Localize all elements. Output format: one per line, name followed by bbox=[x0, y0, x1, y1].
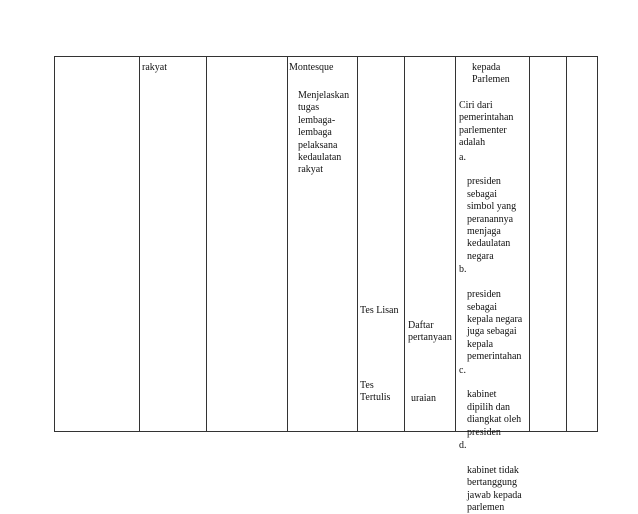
item-label: a. bbox=[459, 151, 466, 163]
list-item bbox=[459, 365, 531, 439]
cell-uraian: uraian bbox=[411, 393, 436, 404]
item-label: c. bbox=[459, 364, 466, 376]
list-item bbox=[459, 440, 531, 514]
item-text: kabinet dipilih dan diangkat oleh presiden bbox=[467, 389, 522, 438]
item-label: b. bbox=[459, 264, 467, 276]
cell-kepada-parlemen: kepada Parlemen bbox=[472, 62, 510, 86]
column-divider bbox=[287, 57, 288, 431]
ciri-list bbox=[459, 100, 531, 514]
column-divider bbox=[206, 57, 207, 431]
list-item bbox=[459, 152, 531, 264]
item-label: d. bbox=[459, 439, 467, 451]
list-item bbox=[459, 264, 531, 363]
item-text: presiden sebagai simbol yang peranannya menjaga kedaulatan negara bbox=[467, 176, 517, 262]
column-divider bbox=[404, 57, 405, 431]
item-text: kabinet tidak bertanggung jawab kepada parlemen bbox=[467, 464, 522, 513]
cell-montesque: Montesque bbox=[289, 62, 334, 73]
column-divider bbox=[566, 57, 567, 431]
item-text: presiden sebagai kepala negara juga sebagai kepala pemerintahan bbox=[467, 289, 523, 363]
ciri-intro: Ciri dari pemerintahan parlementer adalah bbox=[459, 100, 514, 149]
cell-daftar-pertanyaan: Daftar pertanyaan bbox=[408, 320, 452, 344]
column-divider bbox=[139, 57, 140, 431]
cell-tes-lisan: Tes Lisan bbox=[360, 305, 399, 316]
cell-bullet-text: Menjelaskan tugas lembaga- lembaga pelaksana kedaulatan rakyat bbox=[298, 90, 350, 176]
cell-rakyat: rakyat bbox=[142, 62, 167, 73]
column-divider bbox=[455, 57, 456, 431]
cell-tes-tertulis: Tes Tertulis bbox=[360, 380, 391, 404]
